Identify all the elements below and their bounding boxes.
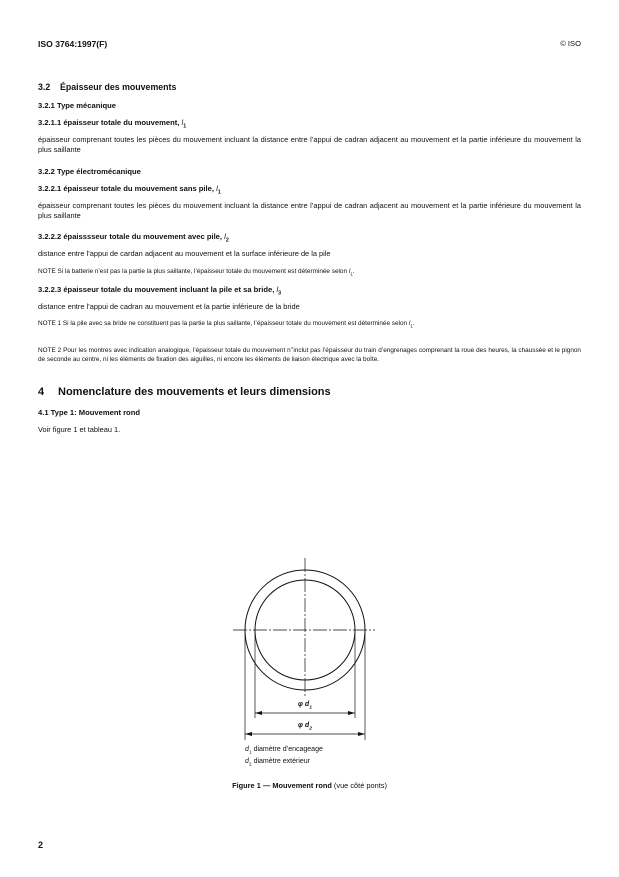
section-3-2-2-2-note: NOTE Si la batterie n’est pas la partie la plus saillante, l’épaisseur totale du mouvement est déterminée selon $l_1$. (38, 268, 355, 277)
arrowhead (348, 711, 355, 715)
section-3-2-1-heading: 3.2.1 Type mécanique (38, 101, 116, 110)
legend-item-d1: $d_1$ diamètre d’encageage (245, 746, 323, 756)
page-number: 2 (38, 840, 44, 850)
copyright: © ISO (560, 39, 581, 48)
section-3-2-1-1-text: épaisseur comprenant toutes les pièces du mouvement incluant la distance entre l’appui de cadran adjacent au mouvement et la partie inférieure du mouvement la plus saillante (38, 135, 581, 154)
document-id: ISO 3764:1997(F) (38, 39, 108, 49)
d2-dimension-label: φ $d_2$ (298, 722, 312, 732)
section-3-2-2-3-note-2: NOTE 2 Pour les montres avec indication analogique, l’épaisseur totale du mouvement n’’inclut pas l’épaisseur du train d’engrenages comprenant la roue des heures, la chaussée et le pignon de seconde au centre, ni les éléments de fixation des aiguilles, ni encore les éléments de liaison électrique avec la boîte. (38, 347, 581, 363)
section-3-2-2-1-text: épaisseur comprenant toutes les pièces du mouvement incluant la distance entre l’appui de cadran adjacent au mouvement et la partie inférieure du mouvement la plus saillante (38, 201, 581, 220)
arrowhead (245, 732, 252, 736)
section-3-2-2-2-text: distance entre l’appui de cardan adjacent au mouvement et la surface inférieure de la pile (38, 249, 331, 258)
section-3-2-2-3-note-1: NOTE 1 Si la pile avec sa bride ne constituent pas la partie la plus saillante, l’épaisseur totale du mouvement est déterminée selon $l_1$. (38, 320, 415, 329)
figure-caption: Figure 1 — Mouvement rond (vue côté ponts) (232, 781, 387, 790)
arrowhead (358, 732, 365, 736)
section-3-2-2-1-heading: 3.2.2.1 épaisseur totale du mouvement sans pile, $l_1$ (38, 184, 221, 196)
section-4-1-heading: 4.1 Type 1: Mouvement rond (38, 408, 140, 417)
section-3-2-2-3-text: distance entre l’appui de cadran au mouvement et la partie inférieure de la bride (38, 302, 300, 311)
section-3-2-heading: 3.2 Épaisseur des mouvements (38, 82, 177, 92)
section-4-heading: 4 Nomenclature des mouvements et leurs dimensions (38, 386, 331, 398)
section-3-2-2-heading: 3.2.2 Type électromécanique (38, 167, 141, 176)
section-3-2-2-2-heading: 3.2.2.2 épaisssseur totale du mouvement avec pile, $l_2$ (38, 232, 229, 244)
section-3-2-1-1-heading: 3.2.1.1 épaisseur totale du mouvement, $l_1$ (38, 118, 187, 130)
section-4-1-text: Voir figure 1 et tableau 1. (38, 425, 121, 434)
d1-dimension-label: φ $d_1$ (298, 701, 312, 711)
section-3-2-2-3-heading: 3.2.2.3 épaisseur totale du mouvement incluant la pile et sa bride, $l_3$ (38, 285, 282, 297)
figure-legend (245, 745, 323, 770)
arrowhead (255, 711, 262, 715)
legend-item-d2: $d_2$ diamètre extérieur (245, 758, 310, 768)
